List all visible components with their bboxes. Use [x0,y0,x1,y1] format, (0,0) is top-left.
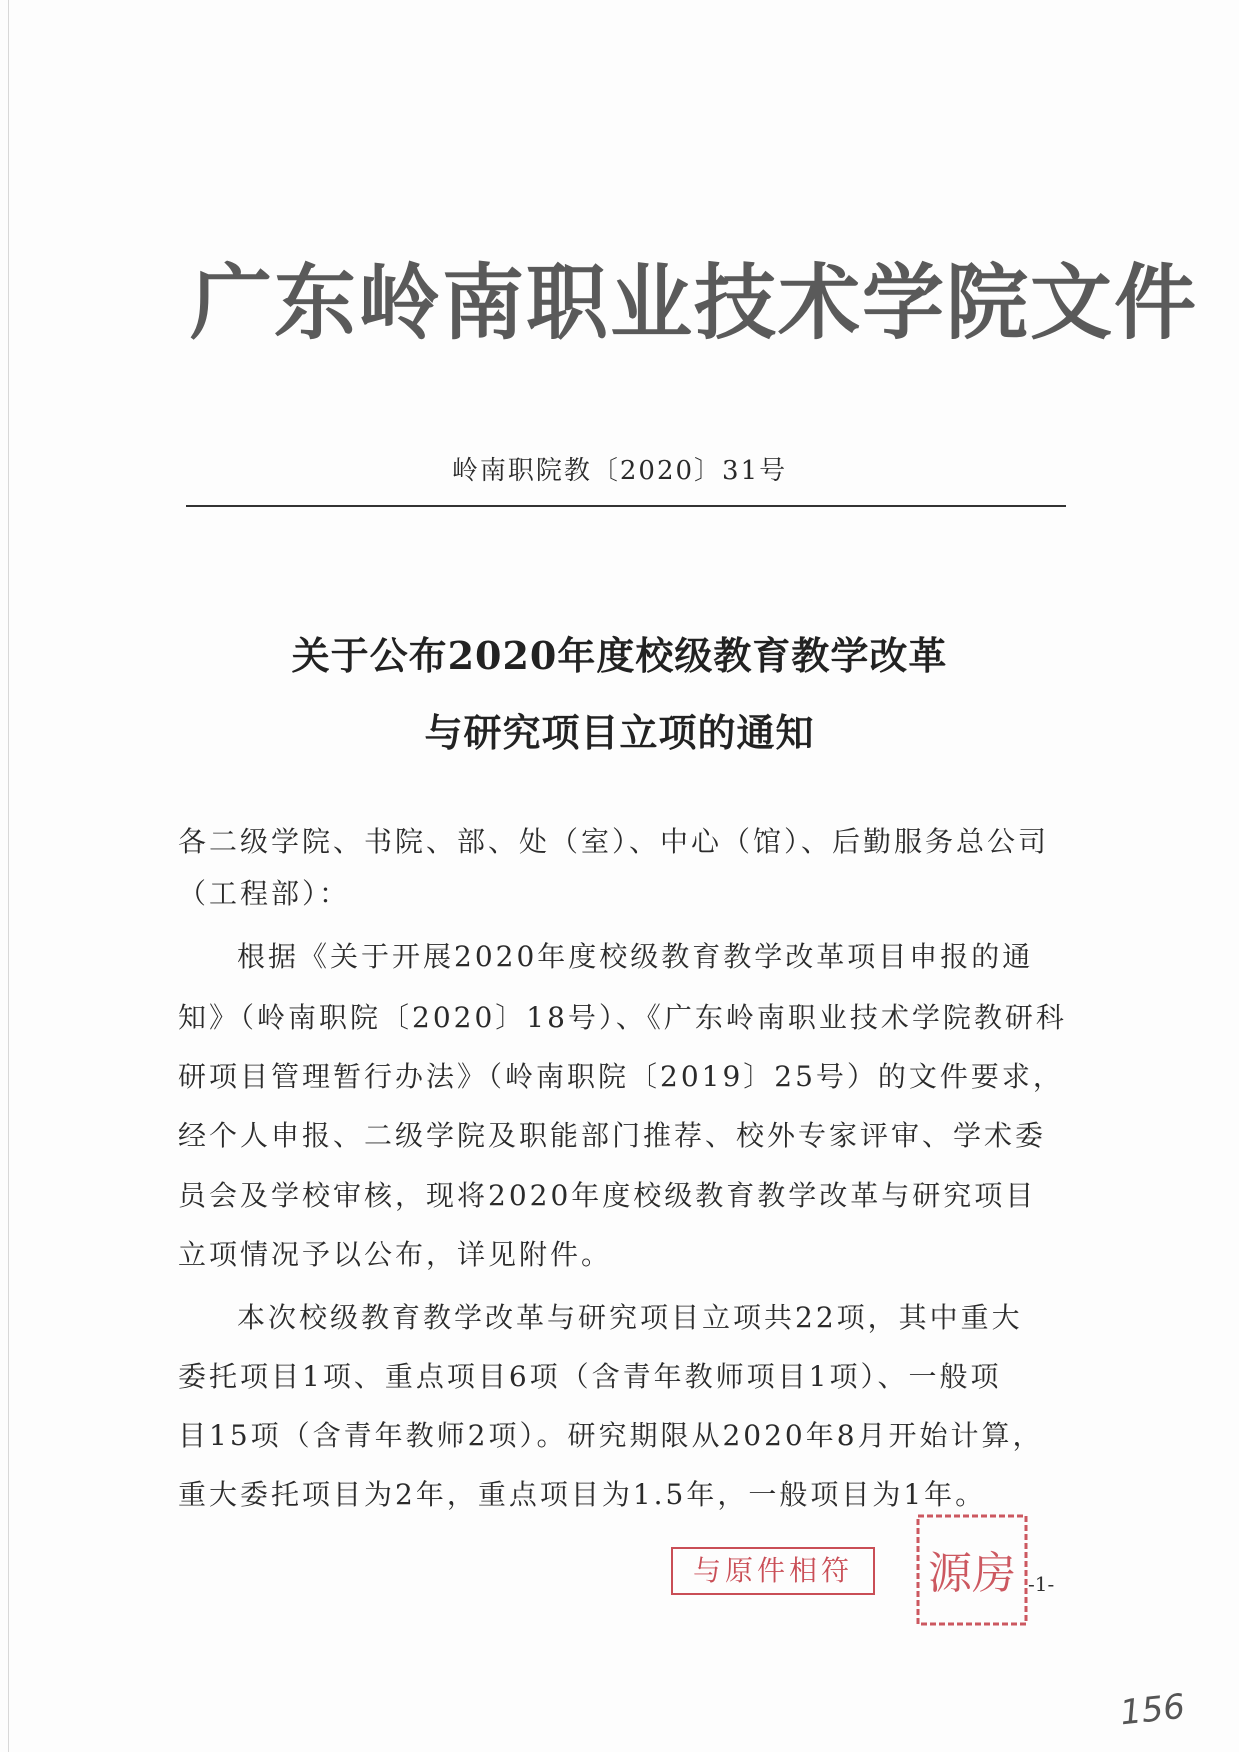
body-line: 研项目管理暂行办法》（岭南职院〔2019〕25号）的文件要求， [178,1060,1064,1093]
body-line: 员会及学校审核，现将2020年度校级教育教学改革与研究项目 [178,1179,1037,1212]
handwritten-annotation: 156 [1118,1686,1187,1734]
notice-title-line-2: 与研究项目立项的通知 [424,710,815,755]
body-line: 目15项（含青年教师2项）。研究期限从2020年8月开始计算， [178,1419,1044,1452]
page-edge [8,0,9,1752]
certification-stamp: 与原件相符 [671,1547,875,1595]
body-line: 重大委托项目为2年，重点项目为1.5年，一般项目为1年。 [178,1478,987,1511]
document-number: 岭南职院教〔2020〕31号 [451,456,788,486]
body-line: 委托项目1项、重点项目6项（含青年教师项目1项）、一般项 [178,1360,1002,1393]
page-number: -1- [1028,1572,1055,1596]
seal-stamp [912,1510,1032,1630]
body-line: 知》（岭南职院〔2020〕18号）、《广东岭南职业技术学院教研科 [178,1001,1067,1034]
body-line: 立项情况予以公布，详见附件。 [178,1238,613,1271]
document-header-title: 广东岭南职业技术学院文件 [190,255,1199,351]
header-divider [186,505,1066,507]
notice-title-line-1: 关于公布2020年度校级教育教学改革 [291,633,948,678]
seal-text: 源房 [928,1548,1016,1599]
body-line: 根据《关于开展2020年度校级教育教学改革项目申报的通 [237,940,1034,973]
body-line: 各二级学院、书院、部、处（室）、中心（馆）、后勤服务总公司 [178,825,1050,858]
body-line: 经个人申报、二级学院及职能部门推荐、校外专家评审、学术委 [178,1119,1047,1152]
body-line: 本次校级教育教学改革与研究项目立项共22项，其中重大 [237,1301,1023,1334]
body-line: （工程部）： [178,877,351,910]
